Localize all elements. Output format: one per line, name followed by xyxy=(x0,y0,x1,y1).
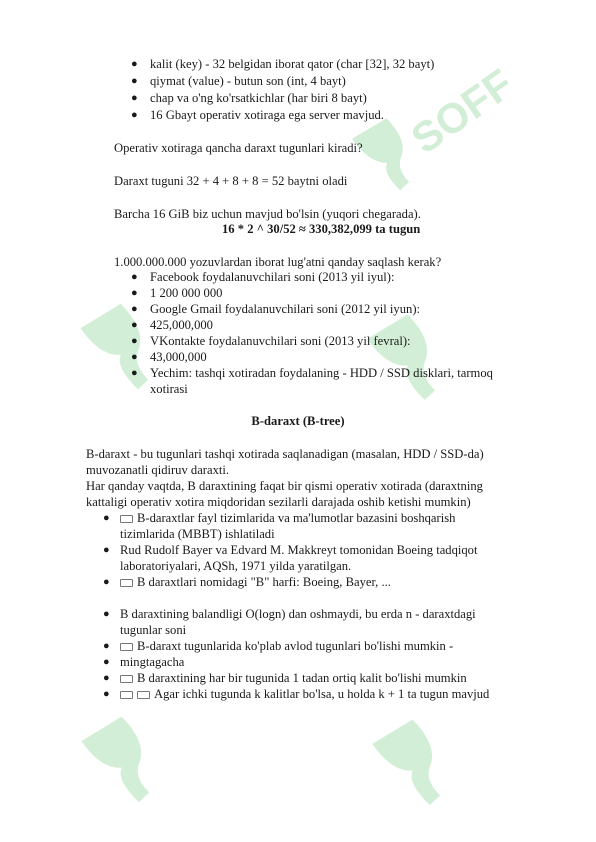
keyboard-icon xyxy=(120,643,133,651)
list-item: 16 Gbayt operativ xotiraga ega server mavjud. xyxy=(150,108,384,122)
paragraph-line: kattaligi operativ xotira miqdoridan sezilarli darajada oshib ketishi mumkin) xyxy=(86,495,471,509)
keyboard-icon xyxy=(120,515,133,523)
bullet: ● xyxy=(103,688,110,700)
list-item xyxy=(120,575,391,590)
bullet: ● xyxy=(103,512,110,524)
list-item xyxy=(120,671,467,686)
watermark-logo xyxy=(345,59,522,200)
list-item-text: B daraxtlari nomidagi "B" harfi: Boeing, Bayer, ... xyxy=(137,575,391,589)
bullet: ● xyxy=(103,576,110,588)
list-item: 1 200 000 000 xyxy=(150,286,223,300)
bullet: ● xyxy=(131,92,138,104)
watermark-text: SOFF xyxy=(402,59,522,163)
list-item: 425,000,000 xyxy=(150,318,213,332)
watermark-logo xyxy=(365,690,505,820)
paragraph: Operativ xotiraga qancha daraxt tugunlari kiradi? xyxy=(114,141,363,155)
paragraph: 1.000.000.000 yozuvlardan iborat lug'atni qanday saqlash kerak? xyxy=(114,255,442,269)
bullet: ● xyxy=(131,351,138,363)
list-item-continuation: tizimlarida (MBBT) ishlatiladi xyxy=(120,527,275,541)
keyboard-icon xyxy=(120,691,133,699)
list-item: B daraxtining balandligi O(logn) dan oshmaydi, bu erda n - daraxtdagi xyxy=(120,607,476,621)
bullet: ● xyxy=(131,303,138,315)
watermark-logo xyxy=(75,690,205,820)
list-item xyxy=(120,511,455,526)
list-item-continuation: xotirasi xyxy=(150,382,188,396)
list-item: chap va o'ng ko'rsatkichlar (har biri 8 bayt) xyxy=(150,91,367,105)
paragraph: Barcha 16 GiB biz uchun mavjud bo'lsin (yuqori chegarada). xyxy=(114,207,421,221)
formula: 16 * 2 ^ 30/52 ≈ 330,382,099 ta tugun xyxy=(222,222,421,236)
bullet: ● xyxy=(103,544,110,556)
bullet: ● xyxy=(131,75,138,87)
paragraph-line: B-daraxt - bu tugunlari tashqi xotirada saqlanadigan (masalan, HDD / SSD-da) xyxy=(86,447,484,461)
bullet: ● xyxy=(103,608,110,620)
bullet: ● xyxy=(131,271,138,283)
list-item: VKontakte foydalanuvchilari soni (2013 yil fevral): xyxy=(150,334,411,348)
list-item-continuation: tugunlar soni xyxy=(120,623,187,637)
paragraph: Daraxt tuguni 32 + 4 + 8 + 8 = 52 baytni oladi xyxy=(114,174,348,188)
paragraph-line: Har qanday vaqtda, B daraxtining faqat bir qismi operativ xotirada (daraxtning xyxy=(86,479,483,493)
bullet: ● xyxy=(131,58,138,70)
bullet: ● xyxy=(131,287,138,299)
list-item xyxy=(120,639,453,654)
bullet: ● xyxy=(131,335,138,347)
list-item xyxy=(120,687,489,702)
keyboard-icon xyxy=(120,675,133,683)
bullet: ● xyxy=(131,319,138,331)
bullet: ● xyxy=(103,672,110,684)
bullet: ● xyxy=(131,109,138,121)
list-item: Google Gmail foydalanuvchilari soni (2012 yil iyun): xyxy=(150,302,421,316)
section-heading: B-daraxt (B-tree) xyxy=(251,414,345,428)
paragraph-line: muvozanatli qidiruv daraxti. xyxy=(86,463,230,477)
bullet: ● xyxy=(131,367,138,379)
list-item-text: Agar ichki tugunda k kalitlar bo'lsa, u holda k + 1 ta tugun mavjud xyxy=(154,687,490,701)
list-item: 43,000,000 xyxy=(150,350,207,364)
bullet: ● xyxy=(103,640,110,652)
list-item-continuation: laboratoriyalari, AQSh, 1971 yilda yaratilgan. xyxy=(120,559,352,573)
keyboard-icon xyxy=(120,579,133,587)
keyboard-icon xyxy=(137,691,150,699)
list-item-text: B-daraxt tugunlarida ko'plab avlod tugunlari bo'lishi mumkin - xyxy=(137,639,454,653)
list-item-text: B-daraxtlar fayl tizimlarida va ma'lumotlar bazasini boshqarish xyxy=(137,511,456,525)
list-item: kalit (key) - 32 belgidan iborat qator (char [32], 32 bayt) xyxy=(150,57,435,71)
list-item: qiymat (value) - butun son (int, 4 bayt) xyxy=(150,74,346,88)
list-item: Facebook foydalanuvchilari soni (2013 yil iyul): xyxy=(150,270,395,284)
list-item: mingtagacha xyxy=(120,655,185,669)
bullet: ● xyxy=(103,656,110,668)
list-item: Rud Rudolf Bayer va Edvard M. Makkreyt tomonidan Boeing tadqiqot xyxy=(120,543,478,557)
list-item: Yechim: tashqi xotiradan foydalaning - HDD / SSD disklari, tarmoq xyxy=(150,366,493,380)
list-item-text: B daraxtining har bir tugunida 1 tadan ortiq kalit bo'lishi mumkin xyxy=(137,671,467,685)
